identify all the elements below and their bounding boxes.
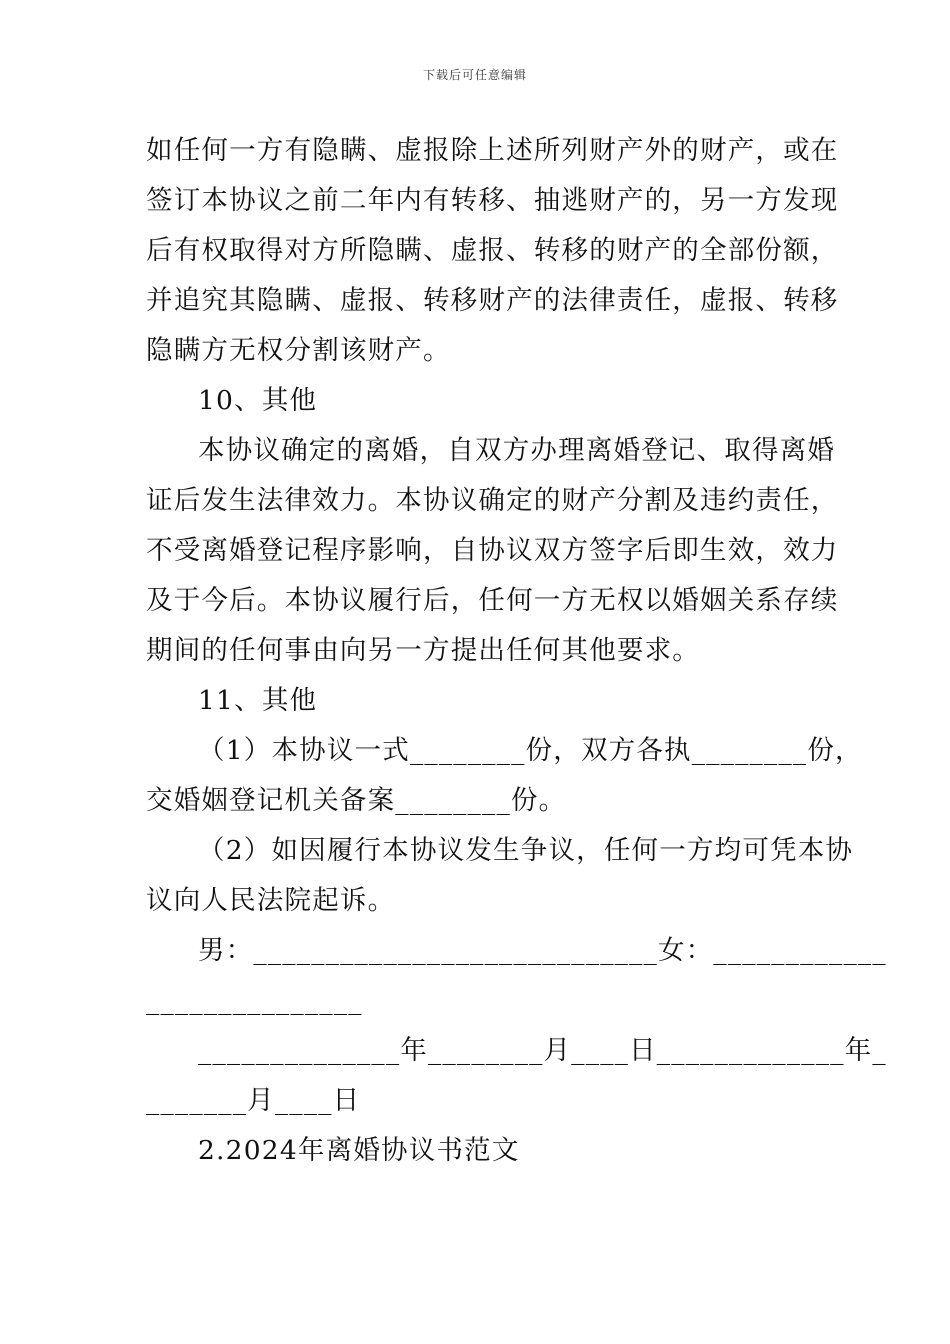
paragraph-line: 隐瞒方无权分割该财产。: [146, 335, 451, 366]
section-heading-10: 10、其他: [198, 385, 318, 416]
signature-line: _______________: [146, 985, 363, 1016]
clause-1-line: 交婚姻登记机关备案________份。: [146, 785, 567, 816]
paragraph-line: 如任何一方有隐瞒、虚报除上述所列财产外的财产，或在: [146, 135, 839, 166]
clause-2-line: （2）如因履行本协议发生争议，任何一方均可凭本协: [198, 835, 854, 866]
document-body: [146, 126, 887, 1176]
paragraph-line: 不受离婚登记程序影响，自协议双方签字后即生效，效力: [146, 535, 839, 566]
page-header-note: 下载后可任意编辑: [422, 68, 527, 82]
date-line: _______月____日: [146, 1085, 361, 1116]
date-line: ______________年________月____日_____________年_: [198, 1035, 887, 1066]
signature-line: 男：____________________________女：____________: [198, 935, 887, 966]
next-section-title: 2.2024年离婚协议书范文: [198, 1135, 520, 1166]
section-heading-11: 11、其他: [198, 685, 318, 716]
paragraph-line: 本协议确定的离婚，自双方办理离婚登记、取得离婚: [198, 435, 836, 466]
clause-2-line: 议向人民法院起诉。: [146, 885, 396, 916]
paragraph-line: 并追究其隐瞒、虚报、转移财产的法律责任，虚报、转移: [146, 285, 839, 316]
paragraph-line: 及于今后。本协议履行后，任何一方无权以婚姻关系存续: [146, 585, 839, 616]
paragraph-line: 签订本协议之前二年内有转移、抽逃财产的，另一方发现: [146, 185, 839, 216]
paragraph-line: 期间的任何事由向另一方提出任何其他要求。: [146, 635, 700, 666]
paragraph-line: 后有权取得对方所隐瞒、虚报、转移的财产的全部份额，: [146, 235, 839, 266]
paragraph-line: 证后发生法律效力。本协议确定的财产分割及违约责任，: [146, 485, 839, 516]
clause-1-line: （1）本协议一式________份，双方各执________份，: [198, 735, 863, 766]
